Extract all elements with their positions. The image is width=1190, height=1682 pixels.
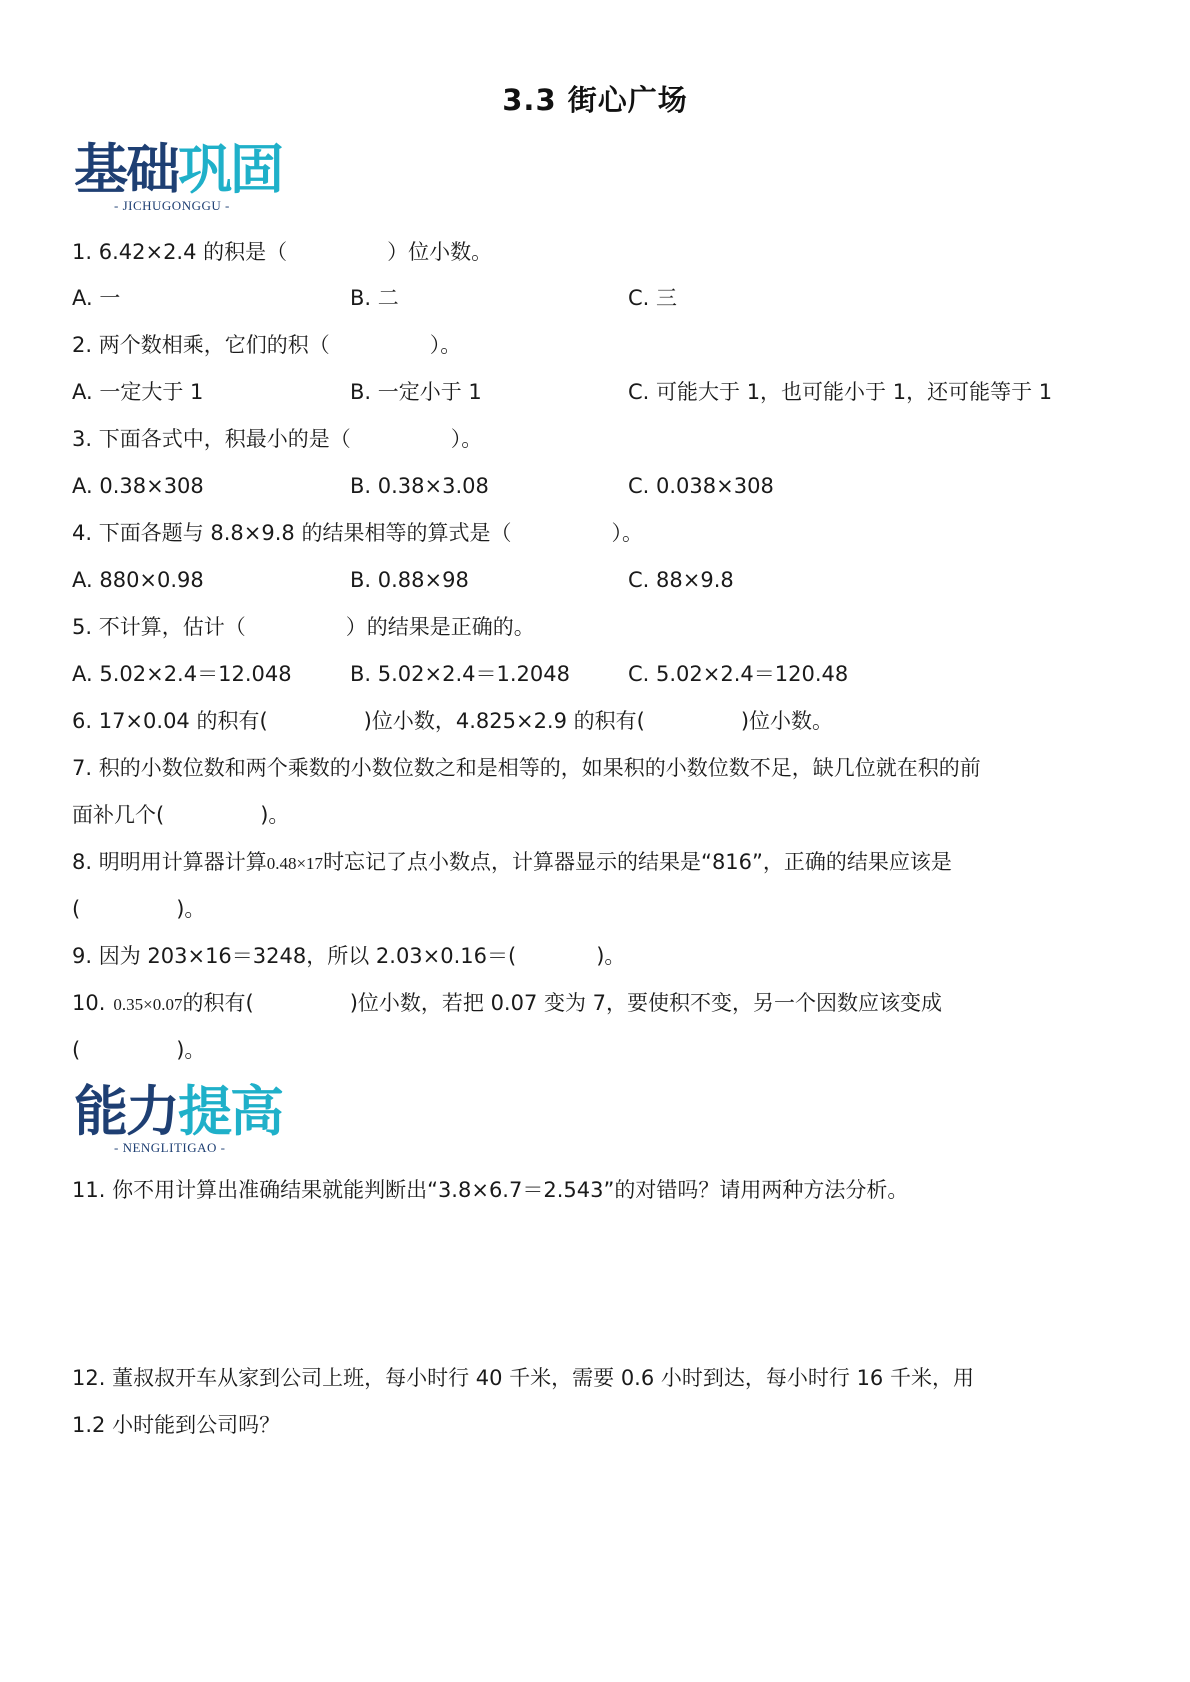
option-b[interactable]: B. 一定小于 1 <box>350 380 482 404</box>
option-a[interactable]: A. 880×0.98 <box>72 568 204 592</box>
question-text: 8. 明明用计算器计算 <box>72 850 267 874</box>
section-banner-advanced <box>74 1082 282 1156</box>
question-text: ( <box>72 1038 81 1062</box>
option-c[interactable]: C. 三 <box>628 286 678 310</box>
question-text: 时忘记了点小数点，计算器显示的结果是“816”，正确的结果应该是 <box>323 850 952 874</box>
question-text: 11. 你不用计算出准确结果就能判断出“3.8×6.7＝2.543”的对错吗？请用两种方法分析。 <box>72 1178 909 1202</box>
question-text: )。 <box>596 944 626 968</box>
math-expression: 0.48×17 <box>266 854 324 873</box>
question-text: 1.2 小时能到公司吗？ <box>72 1413 281 1437</box>
banner-heading-teal: 提高 <box>178 1080 282 1143</box>
question-text: 3. 下面各式中，积最小的是（ <box>72 427 351 451</box>
question-text: )。 <box>260 803 290 827</box>
option-a[interactable]: A. 一 <box>72 286 121 310</box>
option-c[interactable]: C. 0.038×308 <box>628 474 774 498</box>
question-text: ）位小数。 <box>387 240 493 264</box>
question-3 <box>72 425 482 453</box>
question-12-continued <box>72 1411 280 1439</box>
question-10-continued <box>72 1036 205 1064</box>
question-text: ）。 <box>450 427 483 451</box>
option-c[interactable]: C. 5.02×2.4＝120.48 <box>628 662 849 686</box>
banner-subtitle: - JICHUGONGGU - <box>114 198 230 213</box>
question-6 <box>72 707 833 735</box>
question-8 <box>72 848 952 878</box>
banner-subtitle: - NENGLITIGAO - <box>114 1140 226 1155</box>
question-9 <box>72 942 625 970</box>
question-text: ）。 <box>429 333 462 357</box>
question-text: )。 <box>176 1038 206 1062</box>
question-text: )。 <box>176 897 206 921</box>
question-2 <box>72 331 461 359</box>
option-b[interactable]: B. 0.88×98 <box>350 568 469 592</box>
banner-heading-dark: 能力 <box>74 1080 178 1143</box>
question-text: ）。 <box>611 521 643 545</box>
question-text: 5. 不计算，估计（ <box>72 615 246 639</box>
question-text: )位小数，若把 0.07 变为 7，要使积不变，另一个因数应该变成 <box>349 991 943 1015</box>
question-11 <box>72 1176 908 1204</box>
page-title: 3.3 街心广场 <box>502 83 688 117</box>
question-12 <box>72 1364 974 1392</box>
question-7-continued <box>72 801 289 829</box>
banner-heading <box>74 140 282 200</box>
math-expression: 0.35×0.07 <box>113 995 183 1014</box>
question-text: 12. 董叔叔开车从家到公司上班，每小时行 40 千米，需要 0.6 小时到达，每小时行 16 千米，用 <box>72 1366 974 1390</box>
option-c[interactable]: C. 可能大于 1，也可能小于 1，还可能等于 1 <box>628 380 1053 404</box>
question-8-continued <box>72 895 205 923</box>
question-text: 10. <box>72 991 106 1015</box>
question-text: 7. 积的小数位数和两个乘数的小数位数之和是相等的，如果积的小数位数不足，缺几位就在积的前 <box>72 756 981 780</box>
option-b[interactable]: B. 二 <box>350 286 399 310</box>
question-text: ）的结果是正确的。 <box>345 615 535 639</box>
option-a[interactable]: A. 5.02×2.4＝12.048 <box>72 662 292 686</box>
banner-heading-dark: 基础 <box>74 138 178 201</box>
banner-heading-teal: 巩固 <box>178 138 282 201</box>
question-text: 2. 两个数相乘，它们的积（ <box>72 333 330 357</box>
question-text: 6. 17×0.04 的积有( <box>72 709 268 733</box>
question-5 <box>72 613 535 641</box>
question-text: 4. 下面各题与 8.8×9.8 的结果相等的算式是（ <box>72 521 512 545</box>
question-text: 1. 6.42×2.4 的积是（ <box>72 240 288 264</box>
question-text: 9. 因为 203×16＝3248，所以 2.03×0.16＝( <box>72 944 517 968</box>
banner-heading <box>74 1082 282 1142</box>
question-7 <box>72 754 981 782</box>
question-text: )位小数。 <box>740 709 834 733</box>
option-a[interactable]: A. 0.38×308 <box>72 474 204 498</box>
question-10 <box>72 989 942 1019</box>
question-text: )位小数，4.825×2.9 的积有( <box>363 709 645 733</box>
question-1 <box>72 238 492 266</box>
question-text: 的积有( <box>182 991 254 1015</box>
option-b[interactable]: B. 0.38×3.08 <box>350 474 489 498</box>
question-text: ( <box>72 897 81 921</box>
option-a[interactable]: A. 一定大于 1 <box>72 380 204 404</box>
question-4 <box>72 519 643 547</box>
question-text: 面补几个( <box>72 803 165 827</box>
option-c[interactable]: C. 88×9.8 <box>628 568 734 592</box>
option-b[interactable]: B. 5.02×2.4＝1.2048 <box>350 662 570 686</box>
section-banner-basic <box>74 140 282 214</box>
